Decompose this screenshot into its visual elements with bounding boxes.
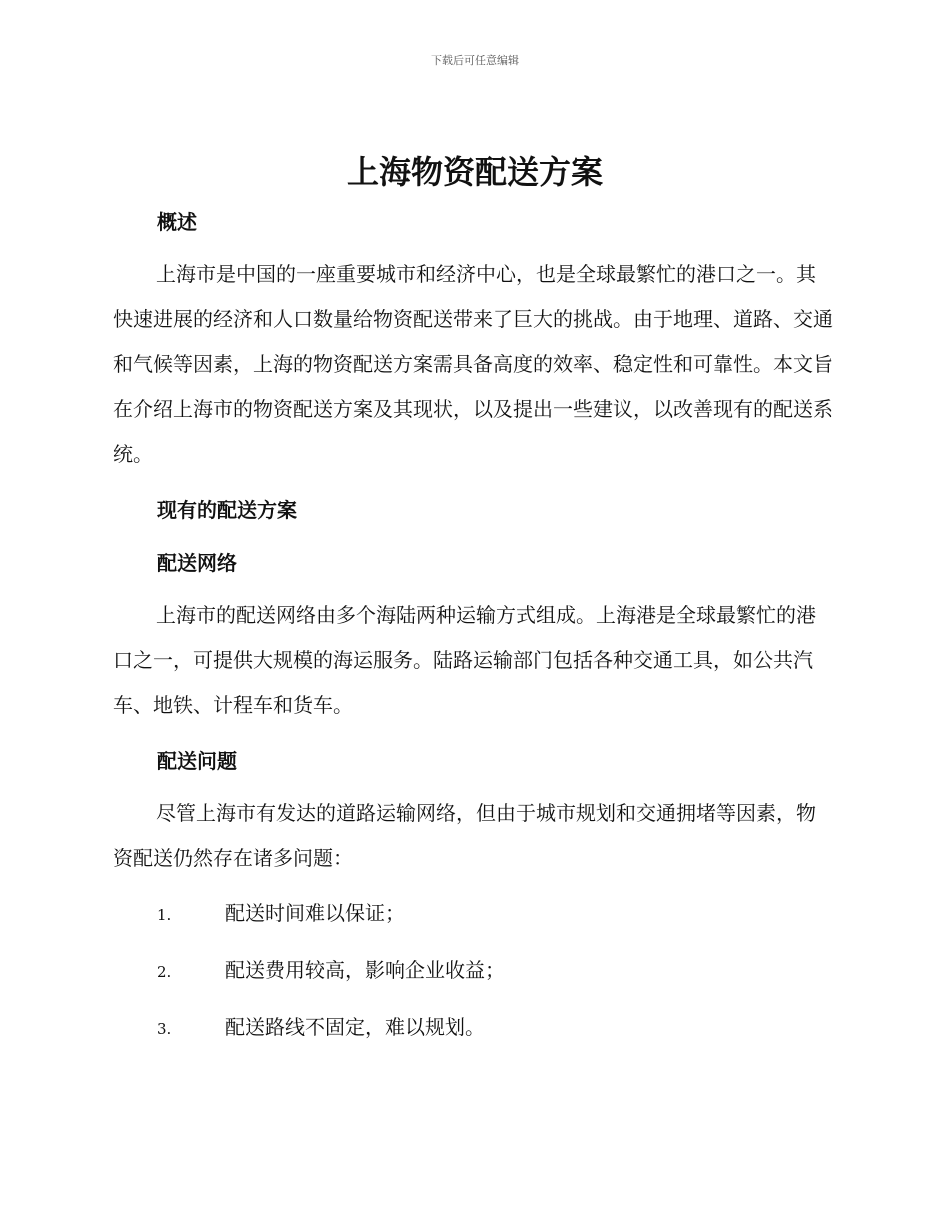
document-title: 上海物资配送方案 [346,153,603,191]
header-note: 下载后可任意编辑 [431,54,519,67]
overview-paragraph: 上海市是中国的一座重要城市和经济中心，也是全球最繁忙的港口之一。其快速进展的经济和人口数量给物资配送带来了巨大的挑战。由于地理、道路、交通和气候等因素，上海的物资配送方案需具备高度的效率、稳定性和可靠性。本文旨在介绍上海市的物资配送方案及其现状，以及提出一些建议，以改善现有的配送系统。 [113,262,833,466]
list-number: 2. [157,963,172,981]
list-text: 配送费用较高，影响企业收益； [225,958,505,982]
section-heading-existing: 现有的配送方案 [157,498,297,522]
list-item [113,948,835,995]
list-number: 1. [157,906,172,924]
problems-paragraph: 尽管上海市有发达的道路运输网络，但由于城市规划和交通拥堵等因素，物资配送仍然存在诸多问题： [113,801,816,870]
list-text: 配送时间难以保证； [225,901,405,925]
document-body [113,202,835,1052]
network-paragraph: 上海市的配送网络由多个海陆两种运输方式组成。上海港是全球最繁忙的港口之一，可提供大规模的海运服务。陆路运输部门包括各种交通工具，如公共汽车、地铁、计程车和货车。 [113,603,816,717]
section-heading-problems: 配送问题 [157,749,237,773]
list-text: 配送路线不固定，难以规划。 [225,1015,485,1039]
section-heading-network: 配送网络 [157,551,237,575]
list-number: 3. [157,1020,172,1038]
list-item [113,891,835,938]
section-heading-overview: 概述 [157,210,197,234]
list-item [113,1005,835,1052]
